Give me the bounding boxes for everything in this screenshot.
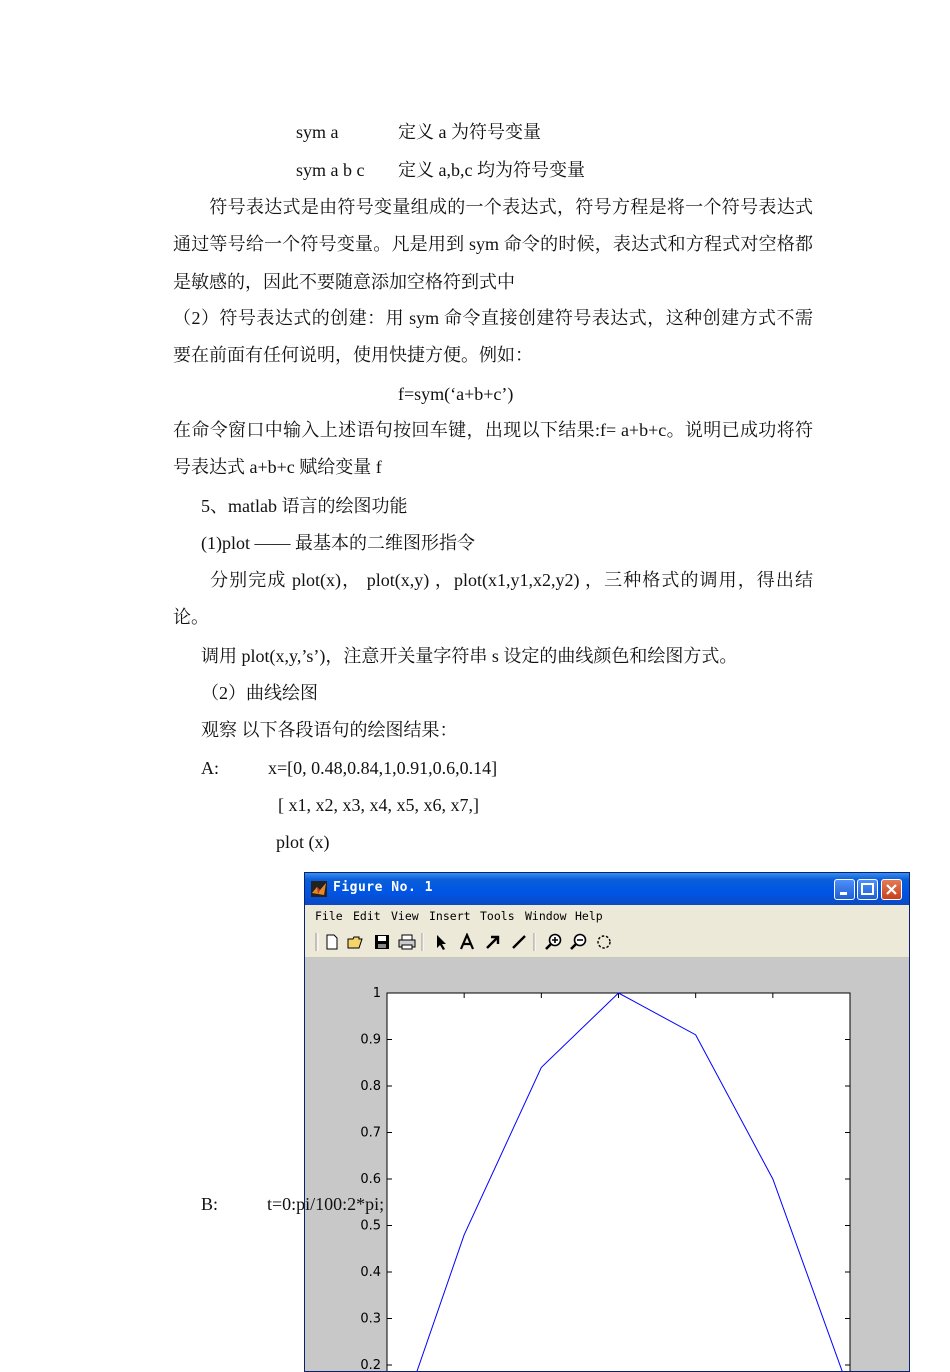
y-tick-label: 0.9 [360,1032,381,1048]
plot-formats-paragraph [173,562,813,637]
menu-window[interactable]: Window [525,909,567,923]
print-icon[interactable] [398,933,416,951]
sym-abc-command: sym a b c [296,160,365,180]
y-tick-label: 0.4 [360,1265,381,1280]
zoom-out-icon[interactable] [570,933,588,951]
y-tick-label: 0.8 [360,1079,381,1094]
menu-insert[interactable]: Insert [429,909,471,923]
example-a-code: x=[0, 0.48,0.84,1,0.91,0.6,0.14] [268,758,498,778]
plot-switch-paragraph: 调用 plot(x,y,’s’)，注意开关量字符串 s 设定的曲线颜色和绘图方式。 [201,646,738,666]
example-b-code: t=0:pi/100:2*pi; [267,1194,385,1214]
toolbar-separator [533,933,537,951]
close-icon [882,880,901,899]
menu-help[interactable]: Help [575,909,603,923]
figure-menu-bar [305,905,909,927]
menu-edit[interactable]: Edit [353,909,381,923]
symbolic-expression-paragraph [173,189,813,301]
paragraph-text: 分别完成 plot(x)， plot(x,y) ，plot(x1,y1,x2,y2) ，三种格式的调用，得出结论。 [173,570,813,628]
insert-line-icon[interactable] [510,933,528,951]
matlab-logo-icon [311,881,327,897]
insert-arrow-icon[interactable] [484,933,502,951]
sym-abc-description: 定义 a,b,c 均为符号变量 [398,160,585,180]
y-tick-label: 0.6 [360,1172,381,1187]
code-sym-expression: f=sym(‘a+b+c’) [398,384,514,404]
sym-a-description: 定义 a 为符号变量 [398,122,541,142]
maximize-icon [858,880,877,899]
figure-title: Figure No. 1 [333,880,433,895]
y-tick-label: 0.2 [360,1358,381,1372]
y-tick-label: 0.5 [360,1218,381,1234]
result-paragraph: 在命令窗口中输入上述语句按回车键，出现以下结果:f= a+b+c。说明已成功将符号表达式 a+b+c 赋给变量 f [173,420,813,478]
open-folder-icon[interactable] [347,933,365,951]
save-icon[interactable] [373,933,391,951]
curve-subheading: （2）曲线绘图 [201,683,318,703]
select-arrow-icon[interactable] [432,933,450,951]
plot-subheading: (1)plot —— 最基本的二维图形指令 [201,533,475,553]
expression-creation-paragraph: （2）符号表达式的创建：用 sym 命令直接创建符号表达式，这种创建方式不需要在前面有任何说明，使用快捷方便。例如： [173,308,813,366]
figure-toolbar [305,927,909,958]
y-tick-label: 1 [372,986,381,1001]
y-tick-label: 0.7 [360,1125,381,1141]
paragraph-text: 符号表达式是由符号变量组成的一个表达式，符号方程是将一个符号表达式通过等号给一个符号变量。凡是用到 sym 命令的时候，表达式和方程式对空格都是敏感的，因此不要随意添加空格符到式中 [173,197,813,292]
example-a-plot-call: plot (x) [276,832,330,852]
example-a-comment: [ x1, x2, x3, x4, x5, x6, x7,] [278,795,479,815]
toolbar-separator [421,933,425,951]
toolbar-grip [314,933,320,951]
figure-plot-area [305,958,909,1372]
insert-text-icon[interactable] [458,933,476,951]
rotate-icon[interactable] [595,933,613,951]
new-file-icon[interactable] [323,933,341,951]
minimize-button[interactable] [834,879,855,900]
zoom-in-icon[interactable] [545,933,563,951]
example-a-label: A: [201,758,219,778]
sym-a-command: sym a [296,122,339,142]
menu-file[interactable]: File [315,909,343,923]
close-button[interactable] [881,879,902,900]
figure-title-bar [305,873,909,905]
line-chart [305,958,910,1372]
observe-line: 观察 以下各段语句的绘图结果： [201,720,458,740]
section-5-heading: 5、matlab 语言的绘图功能 [201,496,408,516]
matlab-figure-window [304,872,910,1372]
minimize-icon [835,880,854,899]
maximize-button[interactable] [857,879,878,900]
axes-box [387,993,850,1372]
example-b-label: B: [201,1194,219,1214]
y-tick-label: 0.3 [360,1311,381,1327]
menu-view[interactable]: View [391,909,419,923]
menu-tools[interactable]: Tools [480,909,515,923]
